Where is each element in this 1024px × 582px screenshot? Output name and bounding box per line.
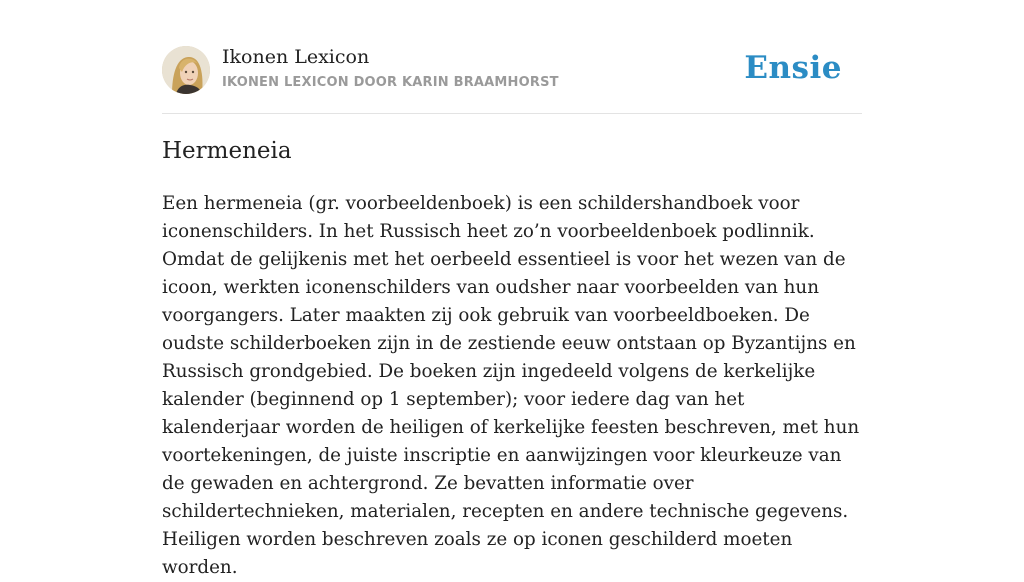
author-avatar[interactable] <box>162 46 210 94</box>
ensie-logo[interactable]: Ensie <box>744 50 842 86</box>
author-portrait-icon <box>162 46 210 94</box>
article-body: Een hermeneia (gr. voorbeeldenboek) is een schildershandboek voor iconenschilders. In het Russisch heet zo’n voorbeeldenboek podlinnik. Omdat de gelijkenis met het oerbeeld essentieel is voor het wezen van de icoon, werkten iconenschilders van oudsher naar voorbeelden van hun voorgangers. Later maakten zij ook gebruik van voorbeeldboeken. De oudste schilderboeken zijn in de zestiende eeuw ontstaan op Byzantijns en Russisch grondgebied. De boeken zijn ingedeeld volgens de kerkelijke kalender (beginnend op 1 september); voor iedere dag van het kalenderjaar worden de heiligen of kerkelijke feesten beschreven, met hun voortekeningen, de juiste inscriptie en aanwijzingen voor kleurkeuze van de gewaden en achtergrond. Ze bevatten informatie over schildertechnieken, materialen, recepten en andere technische gegevens. Heiligen worden beschreven zoals ze op iconen geschilderd moeten worden. <box>162 193 860 578</box>
article-title: Hermeneia <box>162 138 292 164</box>
page <box>162 0 862 578</box>
author-subtitle[interactable]: IKONEN LEXICON DOOR KARIN BRAAMHORST <box>222 75 559 90</box>
author-name[interactable]: Ikonen Lexicon <box>222 46 370 68</box>
header <box>162 0 862 114</box>
